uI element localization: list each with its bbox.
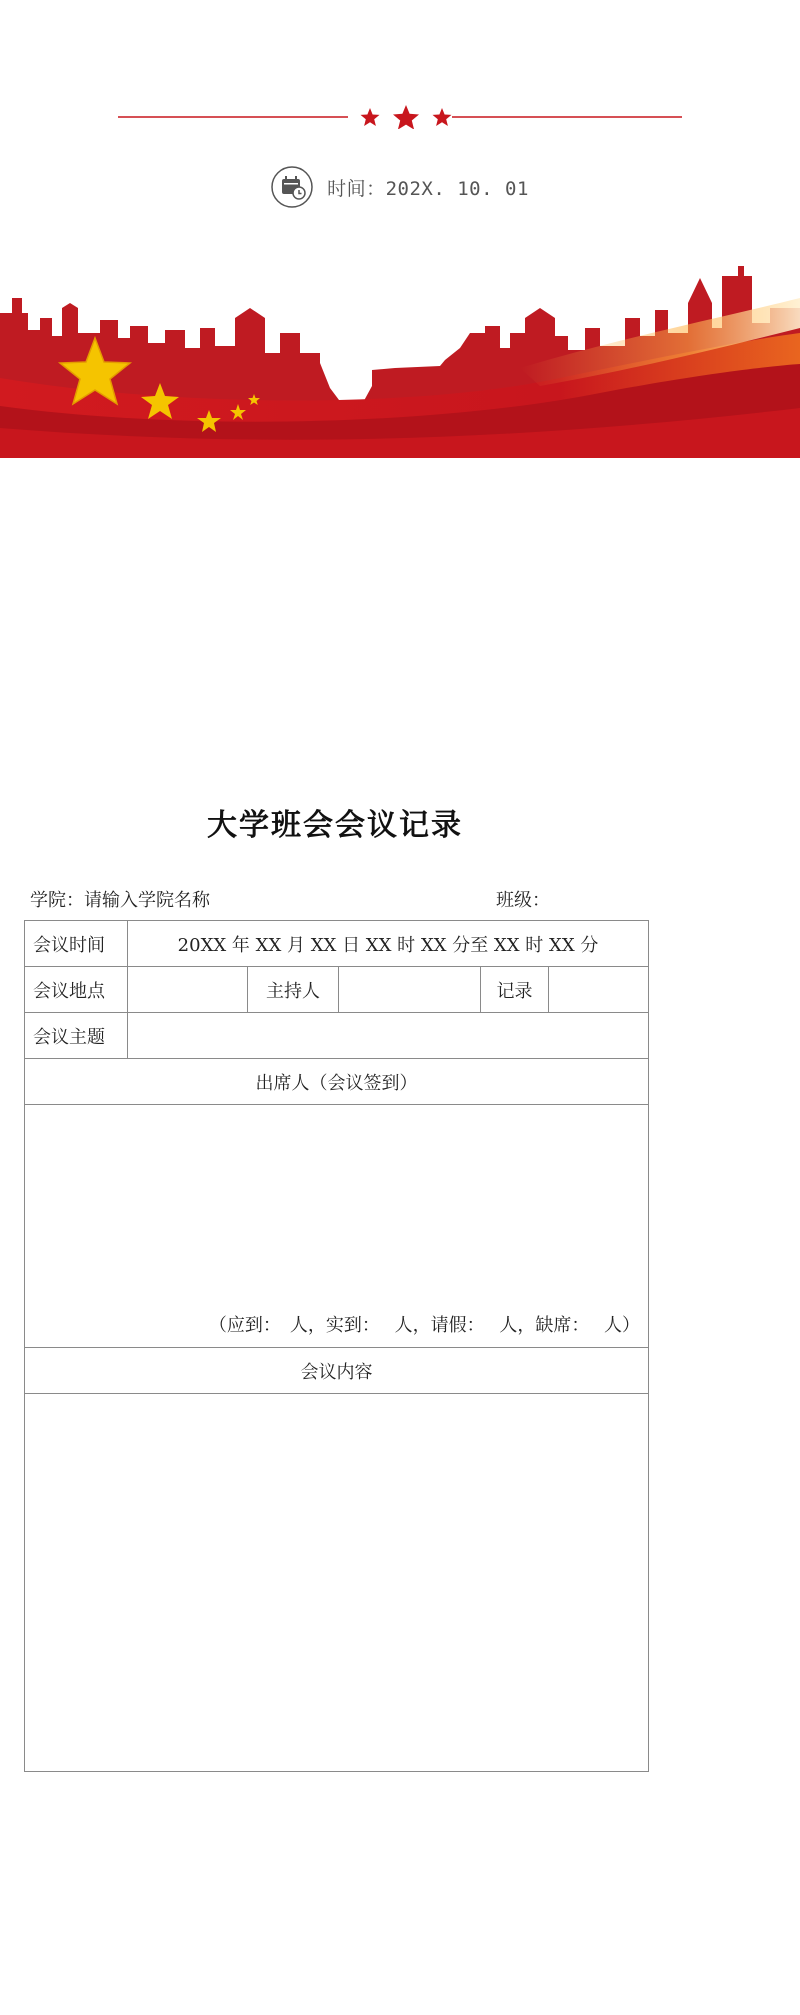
- place-value-cell[interactable]: [128, 967, 248, 1013]
- meta-row: [30, 886, 650, 912]
- date-value: 202X. 10. 01: [385, 177, 529, 200]
- star-icon: [361, 108, 380, 126]
- attendees-header: 出席人（会议签到）: [25, 1059, 649, 1105]
- table-row-sign-in: [25, 1105, 649, 1348]
- attendance-summary: （应到： 人，实到： 人，请假： 人，缺席： 人）: [208, 1315, 641, 1336]
- college-field[interactable]: [30, 886, 210, 912]
- meeting-record-table: [24, 920, 649, 1772]
- topic-label: 会议主题: [25, 1013, 128, 1059]
- table-row-attendees-header: [25, 1059, 649, 1105]
- table-row-topic: [25, 1013, 649, 1059]
- topic-value-cell[interactable]: [128, 1013, 649, 1059]
- host-label: 主持人: [248, 967, 339, 1013]
- table-row-place: [25, 967, 649, 1013]
- recorder-value-cell[interactable]: [549, 967, 649, 1013]
- place-label: 会议地点: [25, 967, 128, 1013]
- class-label: 班级：: [496, 890, 550, 911]
- host-value-cell[interactable]: [339, 967, 481, 1013]
- table-row-content-header: [25, 1348, 649, 1394]
- calendar-clock-icon: [271, 166, 313, 208]
- time-label: 会议时间: [25, 921, 128, 967]
- class-field[interactable]: [496, 886, 550, 912]
- college-value: 请输入学院名称: [84, 890, 210, 911]
- time-value-cell[interactable]: 20XX 年 XX 月 XX 日 XX 时 XX 分至 XX 时 XX 分: [128, 921, 649, 967]
- table-row-time: [25, 921, 649, 967]
- document-title: 大学班会会议记录: [207, 808, 463, 843]
- content-header: 会议内容: [25, 1348, 649, 1394]
- date-label: 时间：: [327, 177, 386, 200]
- recorder-label: 记录: [481, 967, 549, 1013]
- skyline-banner-image: [0, 258, 800, 458]
- decorative-star-divider: [118, 105, 682, 129]
- content-area[interactable]: [25, 1394, 649, 1772]
- date-row: [0, 164, 800, 210]
- date-text: [327, 174, 529, 201]
- sign-in-area[interactable]: [25, 1105, 649, 1348]
- college-label: 学院：: [30, 890, 84, 911]
- star-icon: [393, 105, 419, 129]
- table-row-content: [25, 1394, 649, 1772]
- star-icon: [433, 108, 452, 126]
